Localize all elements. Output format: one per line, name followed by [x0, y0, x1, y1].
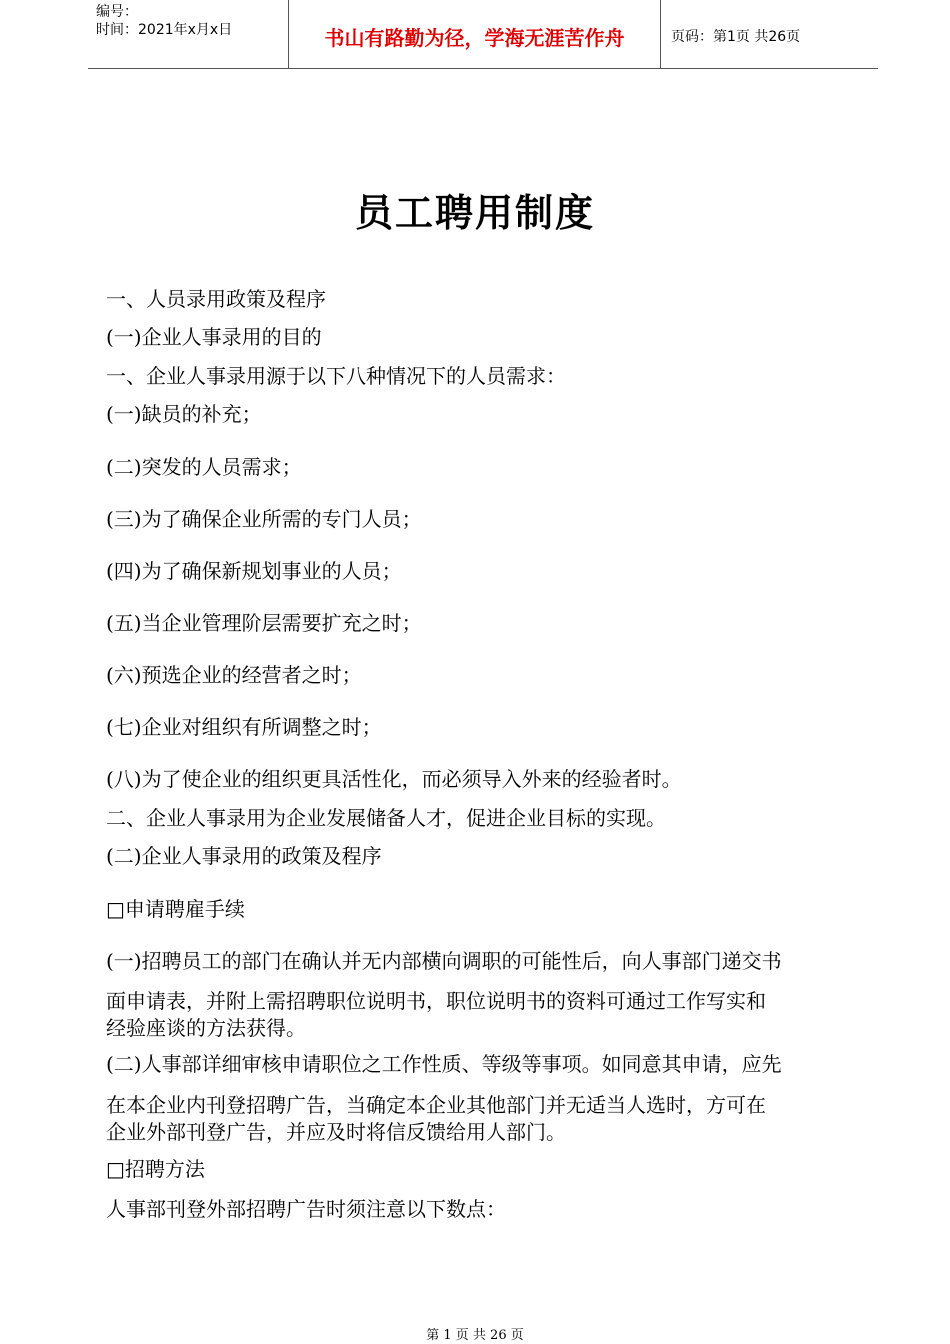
document-title: 员工聘用制度 [354, 191, 595, 235]
page-header [88, 0, 878, 69]
subsection-heading: (一)企业人事录用的目的 [106, 325, 322, 349]
paragraph-line: 人事部刊登外部招聘广告时须注意以下数点： [106, 1197, 506, 1221]
header-motto: 书山有路勤为径，学海无涯苦作舟 [324, 26, 625, 50]
bullet-heading: □申请聘雇手续 [106, 897, 245, 921]
header-page-cell [661, 0, 878, 68]
list-item: (三)为了确保企业所需的专门人员； [106, 507, 422, 531]
document-number-label: 编号： [96, 4, 138, 20]
bullet-heading: □招聘方法 [106, 1157, 205, 1181]
paragraph-line: (二)人事部详细审核申请职位之工作性质、等级等事项。如同意其申请，应先 [106, 1052, 782, 1076]
paragraph-line: 经验座谈的方法获得。 [106, 1016, 306, 1040]
list-item: (六)预选企业的经营者之时； [106, 663, 362, 687]
list-item: (一)缺员的补充； [106, 402, 262, 426]
header-motto-cell [288, 0, 661, 68]
paragraph-line: 一、企业人事录用源于以下八种情况下的人员需求： [106, 364, 566, 388]
paragraph-line: 面申请表，并附上需招聘职位说明书，职位说明书的资料可通过工作写实和 [106, 989, 766, 1013]
header-page-info: 页码：第1页 共26页 [671, 29, 801, 45]
section-heading: 一、人员录用政策及程序 [106, 287, 326, 311]
list-item: (五)当企业管理阶层需要扩充之时； [106, 611, 422, 635]
page-footer: 第 1 页 共 26 页 [426, 1328, 524, 1343]
list-item: (八)为了使企业的组织更具活性化，而必须导入外来的经验者时。 [106, 767, 682, 791]
header-meta [88, 0, 288, 68]
list-item: (四)为了确保新规划事业的人员； [106, 559, 402, 583]
paragraph-line: 企业外部刊登广告，并应及时将信反馈给用人部门。 [106, 1120, 566, 1144]
paragraph-line: (一)招聘员工的部门在确认并无内部横向调职的可能性后，向人事部门递交书 [106, 949, 782, 973]
list-item: (七)企业对组织有所调整之时； [106, 715, 382, 739]
paragraph-line: 二、企业人事录用为企业发展储备人才，促进企业目标的实现。 [106, 806, 666, 830]
document-date: 时间：2021年x月x日 [96, 22, 233, 38]
paragraph-line: 在本企业内刊登招聘广告，当确定本企业其他部门并无适当人选时，方可在 [106, 1093, 766, 1117]
subsection-heading: (二)企业人事录用的政策及程序 [106, 844, 382, 868]
list-item: (二)突发的人员需求； [106, 455, 302, 479]
